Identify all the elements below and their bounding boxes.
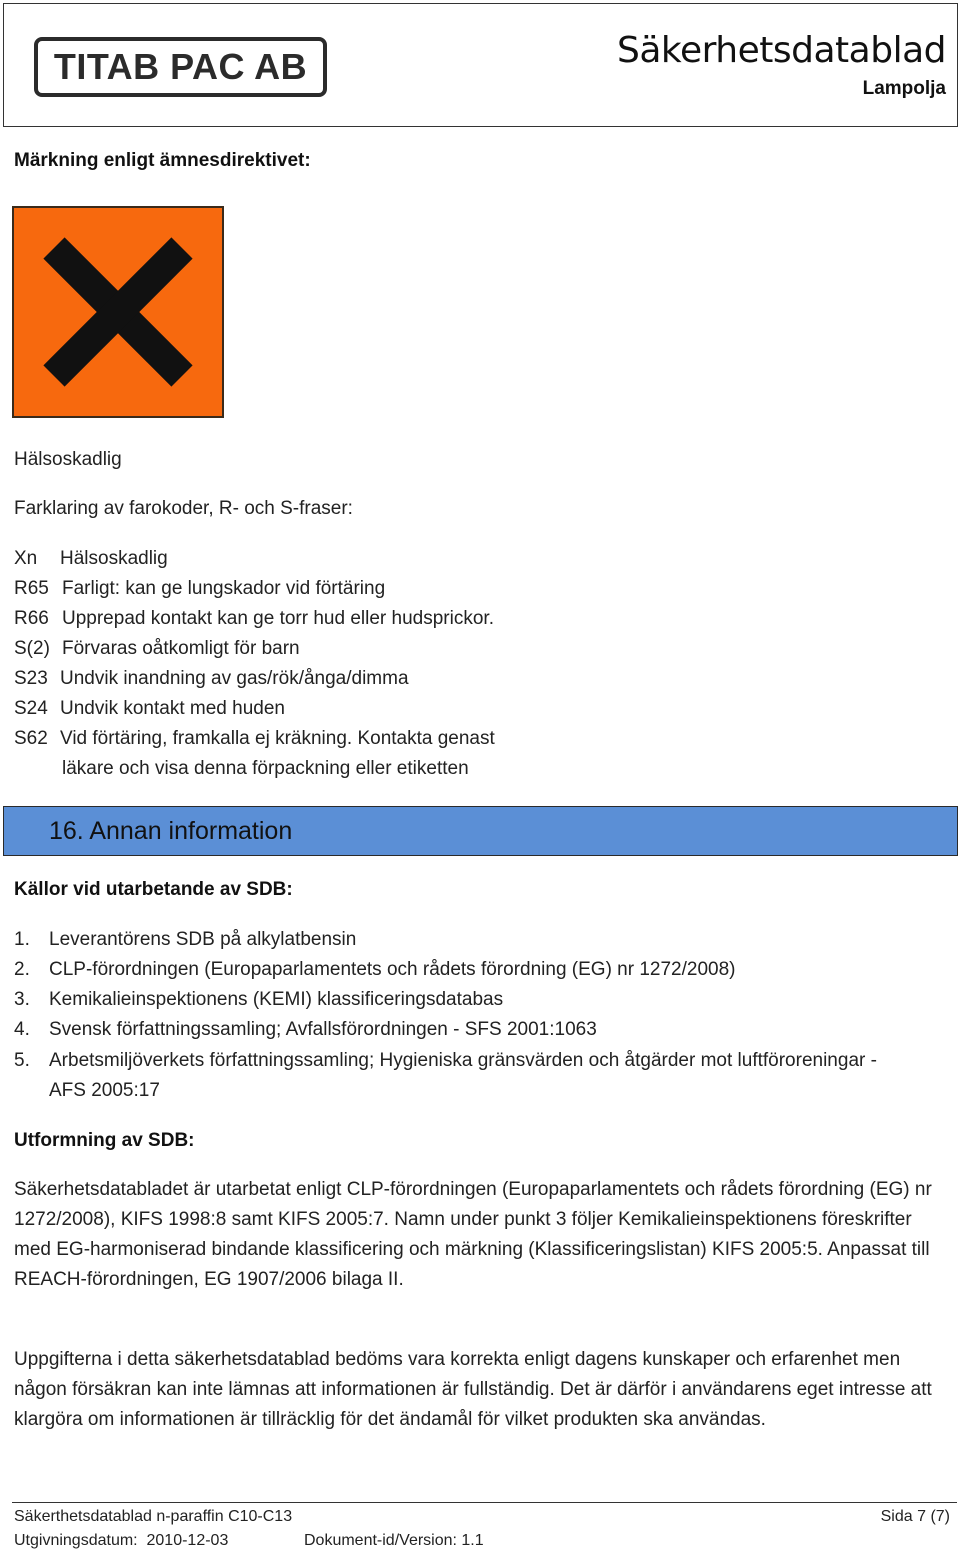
safety-description: Förvaras oåtkomligt för barn xyxy=(62,638,300,659)
list-item xyxy=(14,959,736,981)
document-title: Säkerhetsdatablad xyxy=(617,30,946,71)
safety-description-continuation: läkare och visa denna förpackning eller etiketten xyxy=(62,758,469,779)
hazard-code: R65 xyxy=(14,578,49,599)
code-row-s2 xyxy=(14,638,300,660)
hazard-description: Hälsoskadlig xyxy=(60,548,168,569)
list-number: 4. xyxy=(14,1019,30,1040)
code-row-xn xyxy=(14,548,168,570)
section-16-header xyxy=(3,806,958,856)
explanation-heading: Farklaring av farokoder, R- och S-fraser: xyxy=(14,498,353,519)
code-row-s62 xyxy=(14,728,495,750)
design-heading: Utformning av SDB: xyxy=(14,1130,195,1151)
safety-code: S(2) xyxy=(14,638,50,659)
code-row-r65 xyxy=(14,578,386,600)
safety-code: S23 xyxy=(14,668,48,689)
labelling-heading: Märkning enligt ämnesdirektivet: xyxy=(14,150,311,171)
safety-code: S24 xyxy=(14,698,48,719)
safety-description: Vid förtäring, framkalla ej kräkning. Kontakta genast xyxy=(60,728,495,749)
disclaimer-paragraph: Uppgifterna i detta säkerhetsdatablad bedöms vara korrekta enligt dagens kunskaper och erfarenhet men någon försäkran kan inte lämnas att informationen är fullständig. Det är därför i användarens eget intresse att klargöra om informationen är tillräcklig för det ändamål för vilket produkten ska användas. xyxy=(14,1349,932,1430)
list-text: Svensk författningssamling; Avfallsförordningen - SFS 2001:1063 xyxy=(49,1019,597,1040)
list-number: 3. xyxy=(14,989,30,1010)
safety-code: S62 xyxy=(14,728,48,749)
footer-issue-date: Utgivningsdatum: 2010-12-03 xyxy=(14,1532,229,1549)
company-logo xyxy=(34,37,327,97)
list-text: Arbetsmiljöverkets författningssamling; Hygieniska gränsvärden och åtgärder mot luftföroreningar - xyxy=(49,1050,877,1071)
design-paragraph: Säkerhetsdatabladet är utarbetat enligt CLP-förordningen (Europaparlamentets och rådets förordning (EG) nr 1272/2008), KIFS 1998:8 samt KIFS 2005:7. Namn under punkt 3 följer Kemikalieinspektionens föreskrifter med EG-harmoniserad bindande klassificering och märkning (Klassificeringslistan) KIFS 2005:5. Anpassat till REACH-förordningen, EG 1907/2006 bilaga II. xyxy=(14,1179,932,1290)
list-item xyxy=(14,929,356,951)
product-name: Lampolja xyxy=(862,78,946,99)
hazard-description: Upprepad kontakt kan ge torr hud eller hudsprickor. xyxy=(62,608,494,629)
hazard-code: R66 xyxy=(14,608,49,629)
hazard-description: Farligt: kan ge lungskador vid förtäring xyxy=(62,578,386,599)
harmful-x-icon xyxy=(12,206,224,418)
list-number: 5. xyxy=(14,1050,30,1071)
code-row-r66 xyxy=(14,608,494,630)
footer-document-id: Dokument-id/Version: 1.1 xyxy=(304,1532,484,1549)
list-number: 2. xyxy=(14,959,30,980)
section-title: 16. Annan information xyxy=(49,817,293,845)
code-row-s23 xyxy=(14,668,409,690)
safety-description: Undvik kontakt med huden xyxy=(60,698,285,719)
list-text: CLP-förordningen (Europaparlamentets och rådets förordning (EG) nr 1272/2008) xyxy=(49,959,736,980)
list-item xyxy=(14,1050,877,1072)
sources-heading: Källor vid utarbetande av SDB: xyxy=(14,879,293,900)
list-text: Leverantörens SDB på alkylatbensin xyxy=(49,929,357,950)
list-item xyxy=(14,1019,597,1041)
code-row-s24 xyxy=(14,698,285,720)
logo-text: TITAB PAC AB xyxy=(53,46,308,87)
list-item xyxy=(14,989,503,1011)
safety-description: Undvik inandning av gas/rök/ånga/dimma xyxy=(60,668,409,689)
footer-divider xyxy=(12,1502,957,1503)
list-text: Kemikalieinspektionens (KEMI) klassificeringsdatabas xyxy=(49,989,504,1010)
footer-page-number: Sida 7 (7) xyxy=(880,1508,950,1525)
list-number: 1. xyxy=(14,929,30,950)
hazard-code: Xn xyxy=(14,548,38,569)
footer-document-name: Säkerthetsdatablad n-paraffin C10-C13 xyxy=(14,1508,293,1525)
hazard-name: Hälsoskadlig xyxy=(14,449,122,470)
list-text-continuation: AFS 2005:17 xyxy=(49,1080,160,1101)
